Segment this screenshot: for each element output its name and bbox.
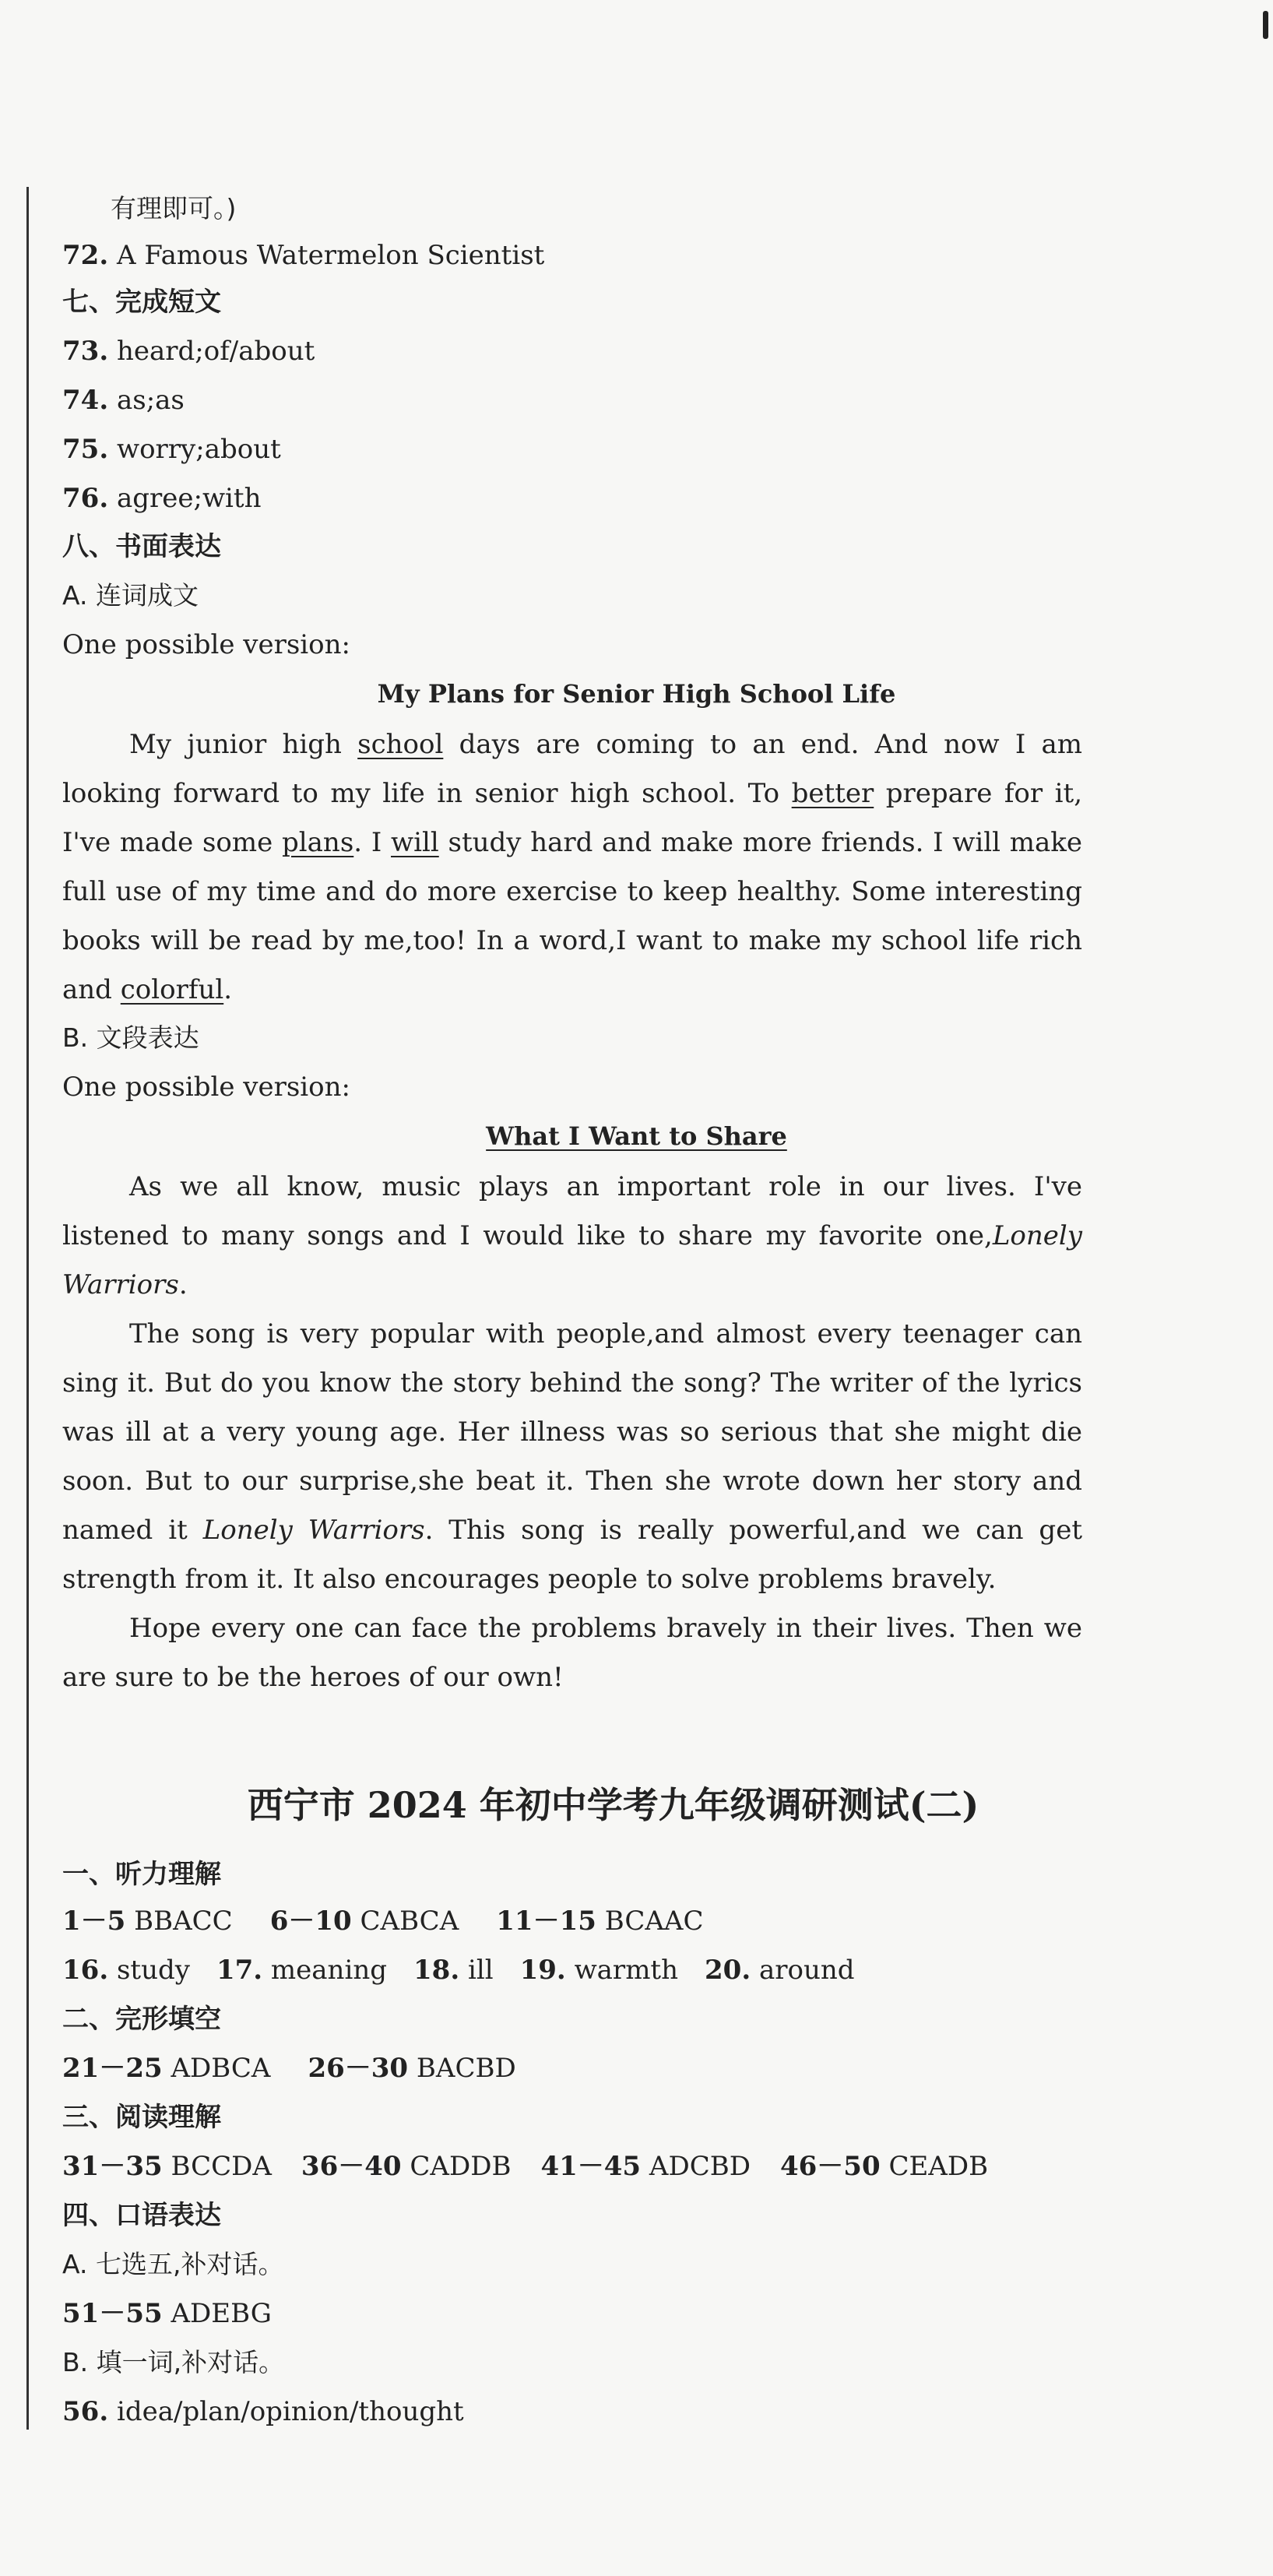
answer-group: 19. warmth [519,1955,678,1986]
part-4-sub-b: B. 填一词,补对话。 [62,2347,285,2377]
part-3-heading: 三、阅读理解 [62,2102,221,2133]
possible-version-label: One possible version: [62,629,350,660]
essay-2-title: What I Want to Share [486,1121,787,1151]
answer-group: 11－15 BCAAC [496,1906,704,1937]
answer-76: 76. agree;with [62,483,262,514]
essay-2-paragraph-2: The song is very popular with people,and almost every teenager can sing it. But do you know the story behind the song? The writer of the lyrics was ill at a very young age. Her illness was so serious that she might die soon. But to our surprise,she beat it. Then she wrote down her story and named it Lonely Warriors. This song is really powerful,and we can get strength from it. It also encourages people to solve problems bravely. [62,1318,1082,1595]
continued-note: 有理即可。) [111,193,237,223]
answer-group: 1－5 BBACC [62,1906,233,1937]
section-8-heading: 八、书面表达 [62,531,221,562]
answer-group: 18. ill [413,1955,494,1986]
answer-group: 36－40 CADDB [301,2151,512,2182]
answers-21-30 [62,2045,1226,2092]
essay-2-paragraph-3: Hope every one can face the problems bravely in their lives. Then we are sure to be the heroes of our own! [62,1613,1082,1693]
subsection-a: A. 连词成文 [62,580,199,611]
answer-73: 73. heard;of/about [62,336,315,367]
answer-74: 74. as;as [62,385,185,416]
answer-group: 46－50 CEADB [779,2151,989,2182]
answers-1-15 [62,1898,1226,1944]
answer-group: 17. meaning [216,1955,387,1986]
essay-2-paragraph-1: As we all know, music plays an important role in our lives. I've listened to many songs and I would like to share my favorite one,Lonely Warriors. [62,1171,1082,1300]
part-2-heading: 二、完形填空 [62,2004,221,2035]
essay-2-body [62,1163,1082,1702]
answer-group: 31－35 BCCDA [62,2151,272,2182]
part-1-heading: 一、听力理解 [62,1859,221,1890]
answers-51-55: 51－55 ADEBG [62,2298,272,2329]
answer-group: 26－30 BACBD [308,2053,516,2084]
subsection-b: B. 文段表达 [62,1022,199,1053]
answer-72: 72. A Famous Watermelon Scientist [62,240,545,271]
answer-group: 6－10 CABCA [269,1906,459,1937]
section-7-heading: 七、完成短文 [62,287,221,318]
essay-1-paragraph: My junior high school days are coming to an end. And now I am looking forward to my life in senior high school. To better prepare for it, I've made some plans. I will study hard and make more friends. I will make full use of my time and do more exercise to keep healthy. Some interesting books will be read by me,too! In a word,I want to make my school life rich and colorful. [62,729,1083,1005]
part-4-heading: 四、口语表达 [62,2200,221,2231]
possible-version-label-2: One possible version: [62,1072,350,1103]
answer-56: 56. idea/plan/opinion/thought [62,2396,464,2427]
essay-1-body [62,720,1082,1015]
essay-1-title: My Plans for Senior High School Life [377,679,896,709]
answer-75: 75. worry;about [62,434,281,465]
part-4-sub-a: A. 七选五,补对话。 [62,2249,284,2279]
answer-group: 20. around [705,1955,855,1986]
answer-group: 41－45 ADCBD [540,2151,751,2182]
answers-16-20 [62,1947,1226,1994]
answer-group: 21－25 ADBCA [62,2053,271,2084]
answer-group: 16. study [62,1955,190,1986]
edge-ink-mark [1263,11,1268,39]
answers-31-50 [62,2143,1226,2190]
margin-rule [26,187,29,2430]
test-2-title: 西宁市 2024 年初中学考九年级调研测试(二) [247,1784,979,1826]
